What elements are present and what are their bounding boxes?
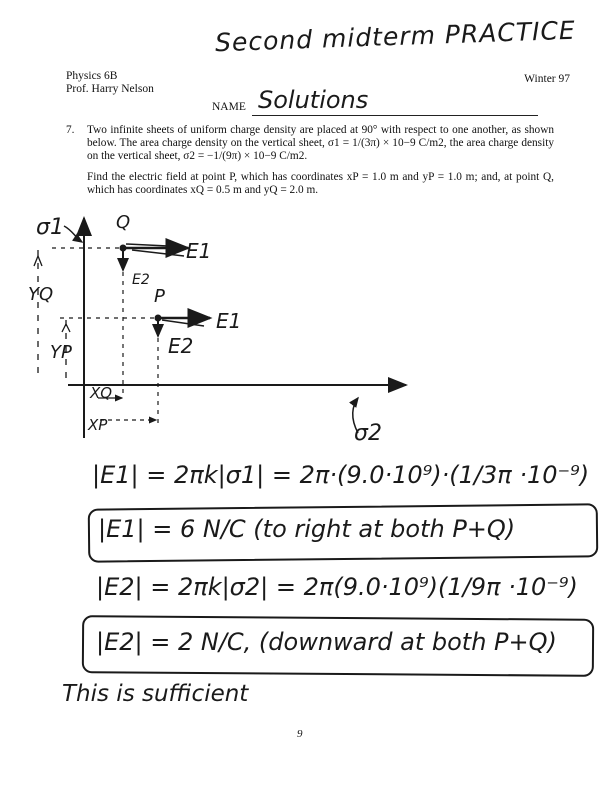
x-p-label: XP xyxy=(88,416,108,434)
solution-line-4: |E2| = 2 N/C, (downward at both P+Q) xyxy=(96,628,557,656)
e2-at-p-label: E2 xyxy=(168,334,194,358)
problem-paragraph-2: Find the electric field at point P, which has coordinates xP = 1.0 m and yP = 1.0 m; and, at point Q, which has coordinates xQ = 0.5 m and yQ = 2.0 m. xyxy=(87,171,554,196)
y-q-label: YQ xyxy=(28,284,54,305)
page-number: 9 xyxy=(297,728,303,740)
e1-at-q-label: E1 xyxy=(186,239,212,263)
solution-line-2: |E1| = 6 N/C (to right at both P+Q) xyxy=(98,515,516,543)
sigma1-label: σ1 xyxy=(36,215,64,240)
sigma1-pointer xyxy=(64,226,82,242)
instructor-name: Prof. Harry Nelson xyxy=(66,83,154,95)
name-value: Solutions xyxy=(258,86,369,114)
problem-number: 7. xyxy=(66,124,75,136)
x-q-label: XQ xyxy=(90,384,113,402)
closing-remark: This is sufficient xyxy=(62,681,249,707)
sigma2-label: σ2 xyxy=(354,421,382,446)
name-underline xyxy=(252,115,538,116)
solution-line-1: |E1| = 2πk|σ1| = 2π·(9.0·10⁹)·(1/3π ·10⁻⁹) xyxy=(92,461,590,489)
e2-at-q-label: E2 xyxy=(132,272,150,288)
point-p-label: P xyxy=(154,286,165,307)
course-block xyxy=(66,70,154,96)
point-p-dot xyxy=(155,315,162,322)
solution-line-3: |E2| = 2πk|σ2| = 2π(9.0·10⁹)(1/9π ·10⁻⁹) xyxy=(96,573,578,601)
problem-statement xyxy=(66,124,554,205)
term: Winter 97 xyxy=(524,73,570,85)
handwritten-title: Second midterm PRACTICE xyxy=(214,15,577,58)
problem-paragraph-1: Two infinite sheets of uniform charge density are placed at 90° with respect to one another, as shown below. The area charge density on the vertical sheet, σ1 = 1/(3π) × 10−9 C/m2, the area charge density on the vertical sheet, σ2 = −1/(9π) × 10−9 C/m2. xyxy=(87,124,554,162)
field-diagram xyxy=(28,208,428,448)
e1-at-p-label: E1 xyxy=(216,309,242,333)
point-q-dot xyxy=(120,245,127,252)
name-label: NAME xyxy=(212,101,246,113)
course-name: Physics 6B xyxy=(66,70,118,82)
point-q-label: Q xyxy=(116,212,131,233)
y-p-label: YP xyxy=(50,342,72,363)
